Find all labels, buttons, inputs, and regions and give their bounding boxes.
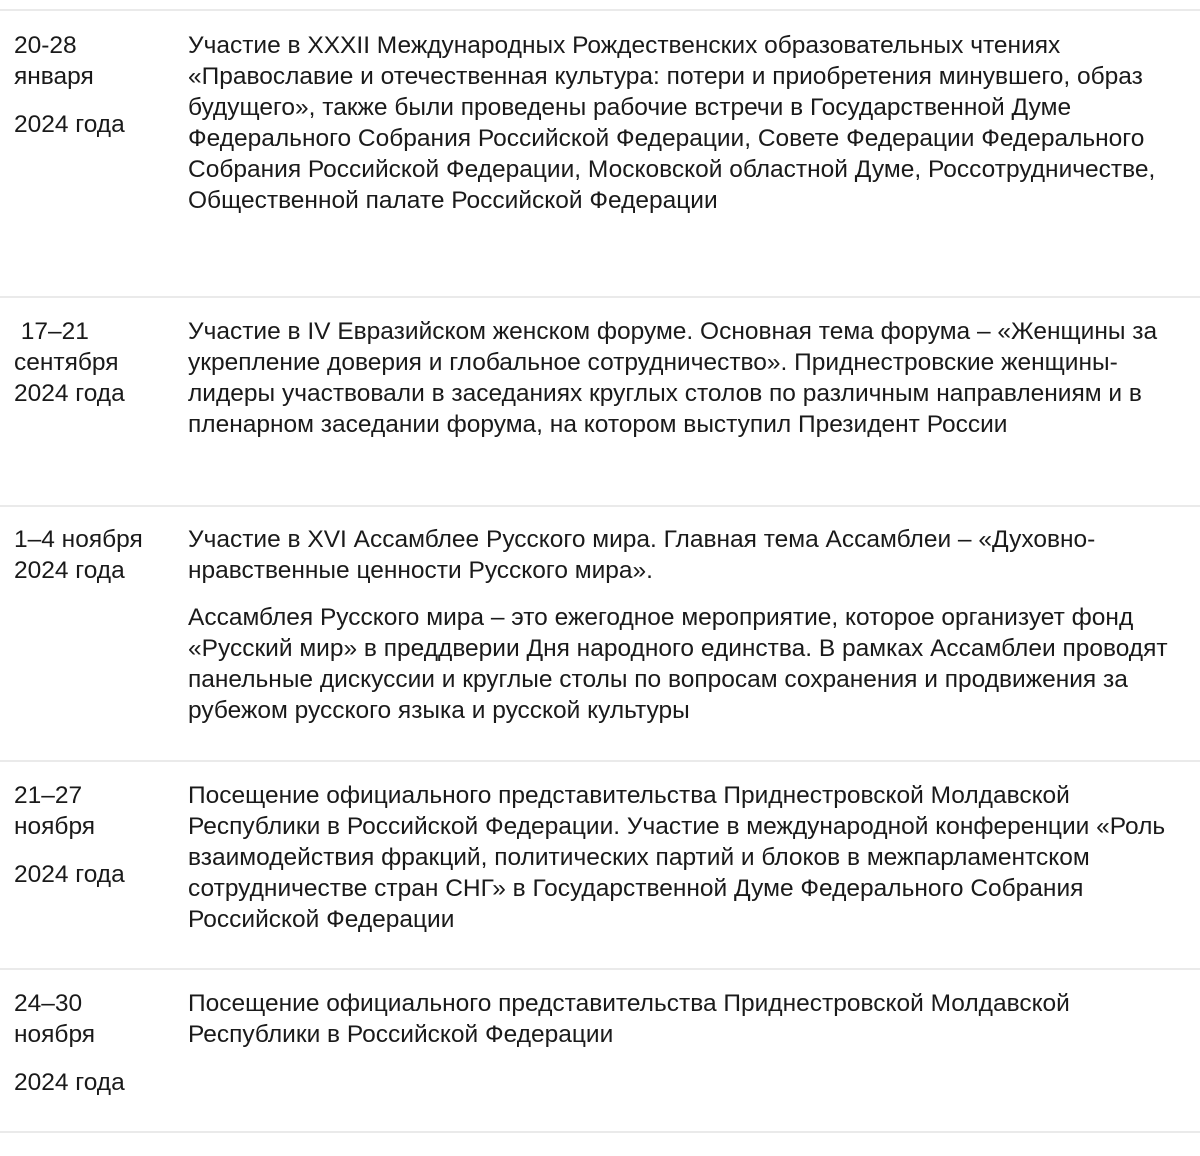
date-year: 2024 года — [14, 557, 125, 584]
event-date — [14, 524, 174, 586]
description-paragraph: Участие в XVI Ассамблее Русского мира. Главная тема Ассамблеи – «Духовно-нравственные ценности Русского мира». — [188, 526, 1096, 584]
date-year: 2024 года — [14, 1069, 125, 1096]
event-date — [14, 988, 174, 1098]
date-range: 1–4 ноября — [14, 526, 143, 553]
row-divider — [0, 1131, 1200, 1133]
event-date — [14, 316, 174, 409]
description-paragraph: Участие в XXXII Международных Рождественских образовательных чтениях «Православие и отечественная культура: потери и приобретения минувшего, образ будущего», также были проведены рабочие встречи в Государственной Думе Федерального Собрания Российской Федерации, Совете Федерации Федерального Собрания Российской Федерации, Московской областной Думе, Россотрудничестве, Общественной палате Российской Федерации — [188, 32, 1156, 214]
description-paragraph: Участие в IV Евразийском женском форуме. Основная тема форума – «Женщины за укрепление доверия и глобальное сотрудничество». Приднестровские женщины-лидеры участвовали в заседаниях круглых столов по различным направлениям и в пленарном заседании форума, на котором выступил Президент России — [188, 318, 1158, 438]
date-year: 2024 года — [14, 111, 125, 138]
event-date — [14, 30, 174, 140]
row-divider — [0, 505, 1200, 507]
row-divider — [0, 760, 1200, 762]
row-divider — [0, 9, 1200, 11]
date-year: 2024 года — [14, 861, 125, 888]
description-paragraph: Ассамблея Русского мира – это ежегодное мероприятие, которое организует фонд «Русский мир» в преддверии Дня народного единства. В рамках Ассамблеи проводят панельные дискуссии и круглые столы по вопросам сохранения и продвижения за рубежом русского языка и русской культуры — [188, 604, 1168, 724]
event-description — [188, 316, 1193, 440]
date-range: 20-28 — [14, 32, 77, 59]
date-month: ноября — [14, 813, 96, 840]
description-paragraph: Посещение официального представительства Приднестровской Молдавской Республики в Российской Федерации. Участие в международной конференции «Роль взаимодействия фракций, политических партий и блоков в межпарламентском сотрудничестве стран СНГ» в Государственной Думе Федерального Собрания Российской Федерации — [188, 782, 1166, 933]
date-month: января — [14, 63, 94, 90]
event-description — [188, 988, 1193, 1050]
event-description — [188, 780, 1193, 935]
date-year: 2024 года — [14, 380, 125, 407]
date-range: 21–27 — [14, 782, 83, 809]
event-description — [188, 30, 1193, 216]
event-date — [14, 780, 174, 890]
date-range: 17–21 — [14, 318, 89, 345]
date-month: сентября — [14, 349, 119, 376]
event-description — [188, 524, 1193, 726]
date-range: 24–30 — [14, 990, 83, 1017]
description-paragraph: Посещение официального представительства Приднестровской Молдавской Республики в Российской Федерации — [188, 990, 1070, 1048]
row-divider — [0, 968, 1200, 970]
row-divider — [0, 296, 1200, 298]
date-month: ноября — [14, 1021, 96, 1048]
